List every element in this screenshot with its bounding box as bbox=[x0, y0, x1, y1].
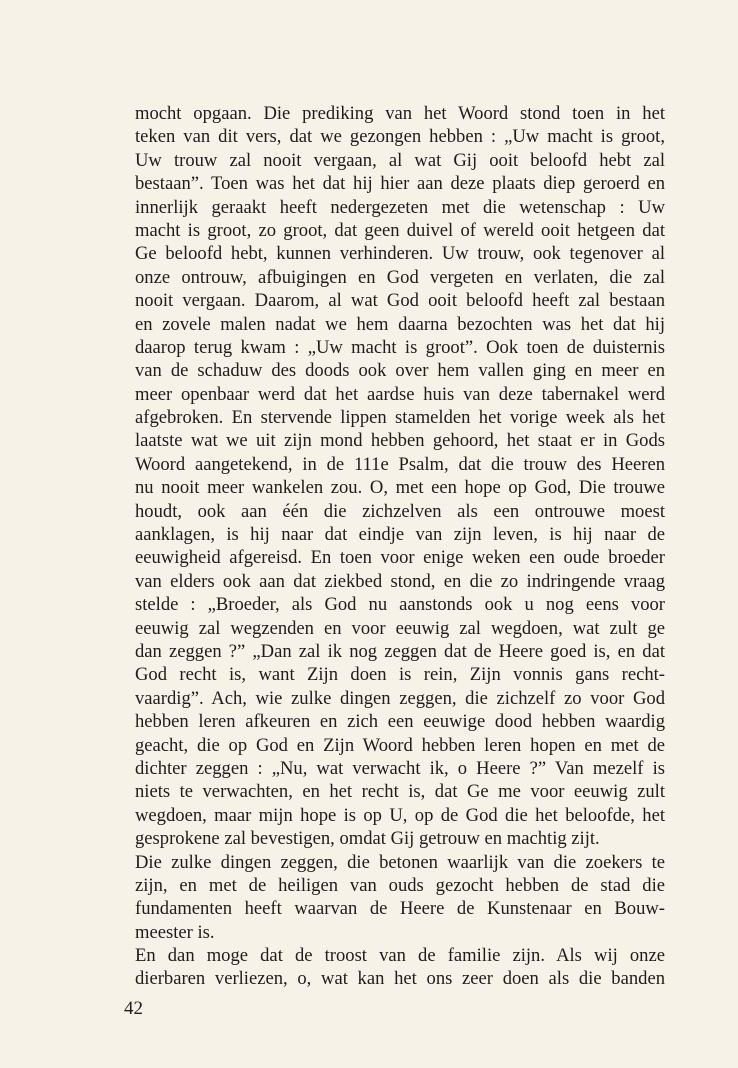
text-line-36: meester is. bbox=[135, 921, 215, 943]
text-line-11: daarop terug kwam : „Uw macht is groot”. Ook toen de duisternis bbox=[135, 336, 665, 358]
text-line-7: Ge beloofd hebt, kunnen verhinderen. Uw trouw, ook tegenover al bbox=[135, 243, 665, 265]
text-line-32: gesprokene zal bevestigen, omdat Gij getrouw en machtig zijt. bbox=[135, 828, 600, 850]
page-number: 42 bbox=[124, 998, 143, 1019]
text-line-3: Uw trouw zal nooit vergaan, al wat Gij ooit beloofd hebt zal bbox=[135, 149, 665, 171]
text-line-33: Die zulke dingen zeggen, die betonen waarlijk van die zoekers te bbox=[135, 851, 665, 873]
text-line-34: zijn, en met de heiligen van ouds gezocht hebben de stad die bbox=[135, 874, 665, 896]
text-line-20: eeuwigheid afgereisd. En toen voor enige weken een oude broeder bbox=[135, 547, 665, 569]
text-line-26: vaardig”. Ach, wie zulke dingen zeggen, die zichzelf zo voor God bbox=[135, 687, 665, 709]
text-line-16: Woord aangetekend, in de 111e Psalm, dat die trouw des Heeren bbox=[135, 453, 665, 475]
text-line-1: mocht opgaan. Die prediking van het Woord stond toen in het bbox=[135, 103, 665, 124]
text-line-10: en zovele malen nadat we hem daarna bezochten was het dat hij bbox=[135, 313, 665, 335]
text-line-29: dichter zeggen : „Nu, wat verwacht ik, o Heere ?” Van mezelf is bbox=[135, 757, 665, 779]
text-line-21: van elders ook aan dat ziekbed stond, en die zo indringende vraag bbox=[135, 570, 665, 592]
body-text bbox=[135, 102, 665, 991]
text-line-14: afgebroken. En stervende lippen stamelden het vorige week als het bbox=[135, 407, 665, 429]
text-line-23: eeuwig zal wegzenden en voor eeuwig zal wegdoen, wat zult ge bbox=[135, 617, 665, 639]
text-line-6: macht is groot, zo groot, dat geen duivel of wereld ooit hetgeen dat bbox=[135, 219, 665, 241]
text-line-19: aanklagen, is hij naar dat eindje van zijn leven, is hij naar de bbox=[135, 524, 665, 546]
text-line-35: fundamenten heeft waarvan de Heere de Kunstenaar en Bouw- bbox=[135, 898, 665, 920]
text-line-2: teken van dit vers, dat we gezongen hebben : „Uw macht is groot, bbox=[135, 126, 665, 148]
text-line-28: geacht, die op God en Zijn Woord hebben leren hopen en met de bbox=[135, 734, 665, 756]
text-line-4: bestaan”. Toen was het dat hij hier aan deze plaats diep geroerd en bbox=[135, 173, 665, 195]
text-line-24: dan zeggen ?” „Dan zal ik nog zeggen dat de Heere goed is, en dat bbox=[135, 640, 665, 662]
text-line-37: En dan moge dat de troost van de familie zijn. Als wij onze bbox=[135, 945, 665, 967]
text-line-22: stelde : „Broeder, als God nu aanstonds ook u nog eens voor bbox=[135, 594, 665, 616]
text-line-18: houdt, ook aan één die zichzelven als een ontrouwe moest bbox=[135, 500, 665, 522]
text-line-30: niets te verwachten, en het recht is, dat Ge me voor eeuwig zult bbox=[135, 781, 665, 803]
text-line-8: onze ontrouw, afbuigingen en God vergeten en verlaten, die zal bbox=[135, 266, 665, 288]
text-line-9: nooit vergaan. Daarom, al wat God ooit beloofd heeft zal bestaan bbox=[135, 290, 665, 312]
text-line-5: innerlijk geraakt heeft nedergezeten met die wetenschap : Uw bbox=[135, 196, 665, 218]
text-line-31: wegdoen, maar mijn hope is op U, op de God die het beloofde, het bbox=[135, 804, 665, 826]
text-line-25: God recht is, want Zijn doen is rein, Zijn vonnis gans recht- bbox=[135, 664, 665, 686]
text-line-13: meer openbaar werd dat het aardse huis van deze tabernakel werd bbox=[135, 383, 665, 405]
text-line-12: van de schaduw des doods ook over hem vallen ging en meer en bbox=[135, 360, 665, 382]
text-line-27: hebben leren afkeuren en zich een eeuwige dood hebben waardig bbox=[135, 711, 665, 733]
text-line-15: laatste wat we uit zijn mond hebben gehoord, het staat er in Gods bbox=[135, 430, 665, 452]
text-line-17: nu nooit meer wankelen zou. O, met een hope op God, Die trouwe bbox=[135, 477, 665, 499]
text-line-38: dierbaren verliezen, o, wat kan het ons zeer doen als die banden bbox=[135, 968, 665, 990]
